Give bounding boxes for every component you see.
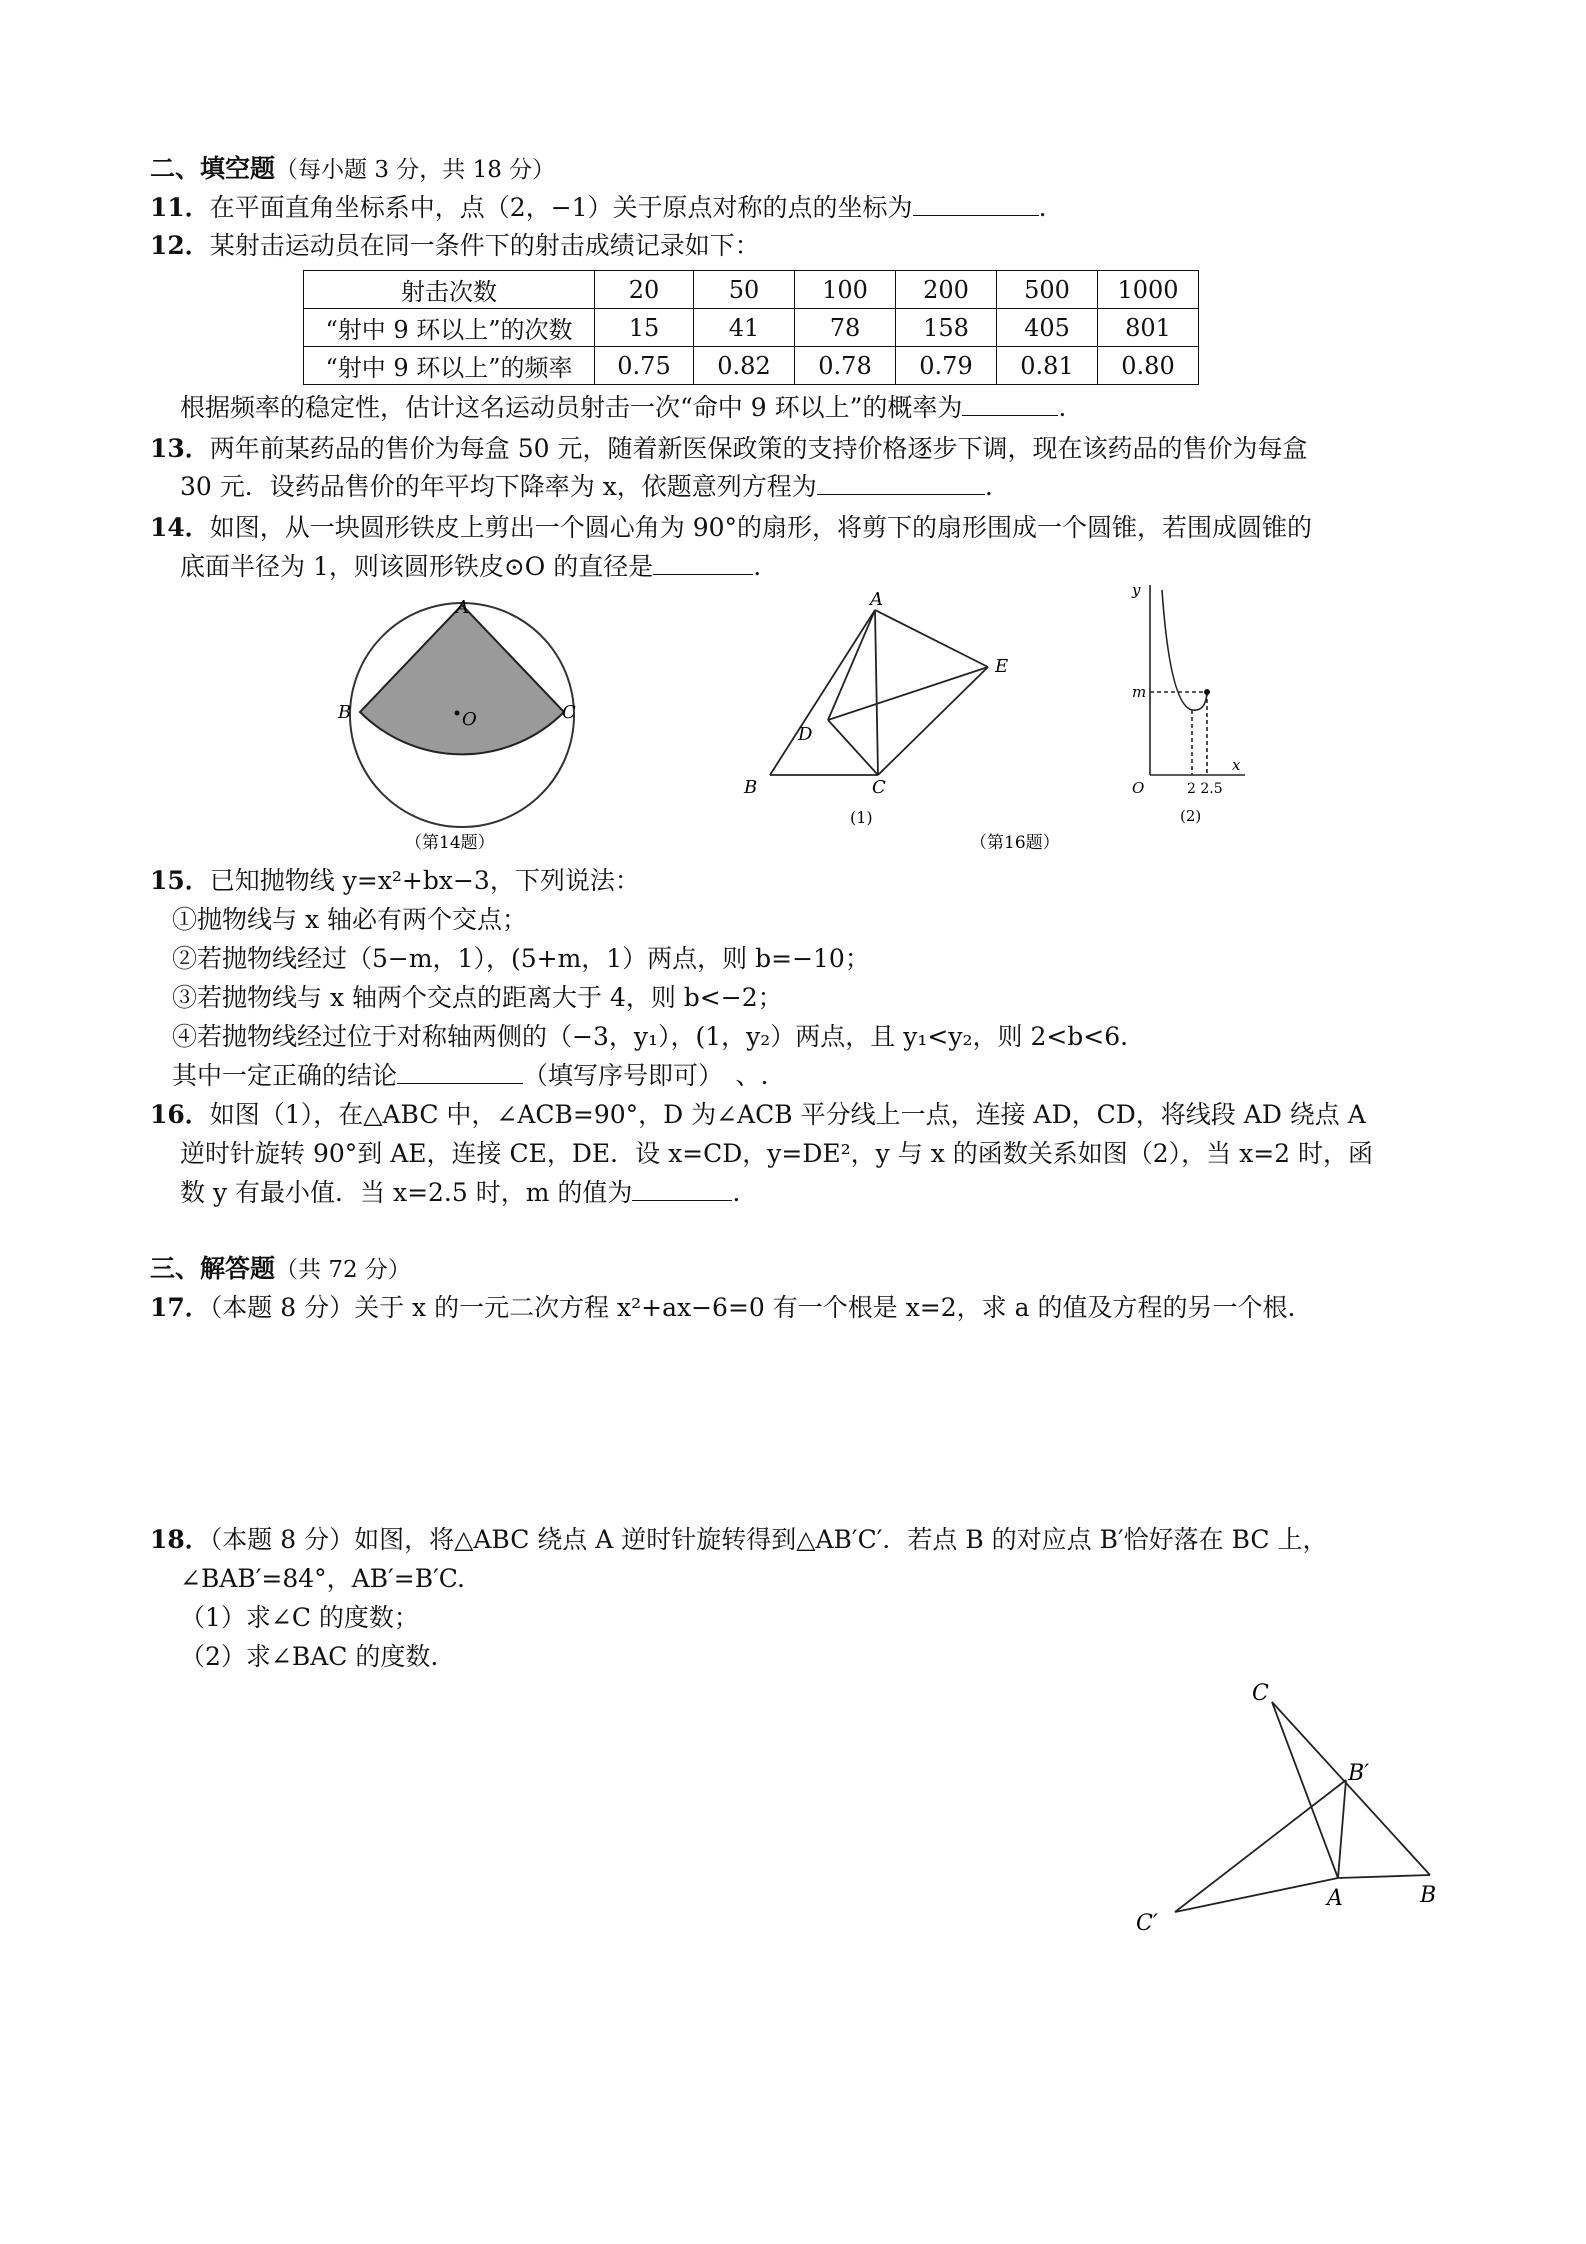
- table-cell: 射击次数: [304, 271, 595, 309]
- segment-ab: [1338, 1875, 1430, 1878]
- label-b-prime: B′: [1348, 1761, 1370, 1786]
- question-13-line2: [180, 470, 993, 504]
- question-17: [150, 1291, 1295, 1325]
- label-c: C: [872, 777, 886, 798]
- endpoint-dot: [1204, 689, 1210, 695]
- question-number: 11．: [150, 193, 210, 222]
- section-3-heading: [150, 1252, 411, 1287]
- segment-cd: [828, 720, 878, 775]
- score-table: [303, 270, 1199, 385]
- label-b: B: [338, 702, 352, 723]
- table-cell: 0.78: [795, 347, 896, 385]
- segment-c-prime-a: [1175, 1878, 1338, 1912]
- answer-blank: [397, 1061, 523, 1084]
- label-c-prime: C′: [1136, 1911, 1158, 1936]
- table-cell: 500: [997, 271, 1098, 309]
- option-1: ①抛物线与 x 轴必有两个交点；: [172, 905, 527, 934]
- question-text: 某射击运动员在同一条件下的射击成绩记录如下：: [209, 231, 760, 260]
- question-text: 底面半径为 1，则该圆形铁皮⊙O 的直径是: [180, 552, 654, 581]
- table-cell: 0.80: [1098, 347, 1199, 385]
- segment-ae: [875, 610, 988, 667]
- answer-blank: [913, 193, 1039, 216]
- question-text: 在平面直角坐标系中，点（2，−1）关于原点对称的点的坐标为: [209, 193, 913, 222]
- segment-ce: [878, 667, 988, 775]
- question-number: 13．: [150, 434, 210, 463]
- question-end: .: [732, 1178, 741, 1207]
- label-c: C: [1252, 1681, 1269, 1706]
- label-c: C: [562, 702, 576, 723]
- label-a: A: [870, 589, 883, 610]
- question-end: .: [1038, 193, 1047, 222]
- question-text: 已知抛物线 y=x²+bx−3，下列说法：: [209, 866, 640, 895]
- table-cell: 1000: [1098, 271, 1199, 309]
- table-cell: 0.75: [595, 347, 694, 385]
- label-o: O: [462, 709, 477, 730]
- section-note: （每小题 3 分，共 18 分）: [275, 157, 556, 183]
- table-row: [304, 309, 1199, 347]
- question-11: [150, 191, 1047, 225]
- question-text: 如图，从一块圆形铁皮上剪出一个圆心角为 90°的扇形，将剪下的扇形围成一个圆锥，若围成圆锥的: [209, 513, 1313, 542]
- question-text: 30 元．设药品售价的年平均下降率为 x，依题意列方程为: [180, 472, 817, 501]
- figure-16-part1: [730, 585, 1060, 855]
- question-15-conclusion: [172, 1059, 768, 1093]
- section-note: （共 72 分）: [275, 1257, 411, 1283]
- question-number: 16．: [150, 1100, 210, 1129]
- label-d: D: [798, 724, 813, 745]
- question-text: 根据频率的稳定性，估计这名运动员射击一次“命中 9 环以上”的概率为: [180, 393, 963, 422]
- option-3: ③若抛物线与 x 轴两个交点的距离大于 4，则 b<−2；: [172, 983, 783, 1012]
- label-a: A: [456, 597, 469, 618]
- table-cell: 801: [1098, 309, 1199, 347]
- question-end: .: [753, 552, 762, 581]
- label-a: A: [1327, 1886, 1343, 1911]
- table-cell: “射中 9 环以上”的频率: [304, 347, 595, 385]
- table-cell: 50: [694, 271, 795, 309]
- table-cell: 100: [795, 271, 896, 309]
- table-cell: 0.79: [896, 347, 997, 385]
- table-row: [304, 347, 1199, 385]
- section-title: 三、解答题: [150, 1254, 276, 1283]
- figure-14: [320, 585, 620, 855]
- axis-label-x: x: [1232, 756, 1241, 774]
- question-text: （本题 8 分）如图，将△ABC 绕点 A 逆时针旋转得到△AB′C′．若点 B 的对应点 B′恰好落在 BC 上，: [209, 1525, 1328, 1554]
- question-number: 17．: [150, 1293, 210, 1322]
- table-cell: 0.82: [694, 347, 795, 385]
- label-origin: O: [1132, 779, 1145, 797]
- question-text: 如图（1），在△ABC 中，∠ACB=90°，D 为∠ACB 平分线上一点，连接 AD，CD，将线段 AD 绕点 A: [209, 1100, 1366, 1129]
- question-18-part1: （1）求∠C 的度数；: [180, 1603, 419, 1632]
- question-number: 18．: [150, 1525, 210, 1554]
- question-text: 两年前某药品的售价为每盒 50 元，随着新医保政策的支持价格逐步下调，现在该药品的售价为每盒: [209, 434, 1308, 463]
- tick-labels: 2 2.5: [1187, 781, 1223, 797]
- section-2-heading: [150, 152, 555, 187]
- question-text: （填写序号即可） 、.: [523, 1061, 769, 1090]
- question-text: 数 y 有最小值．当 x=2.5 时，m 的值为: [180, 1178, 633, 1207]
- table-cell: 15: [595, 309, 694, 347]
- question-16-line3: [180, 1176, 740, 1210]
- segment-de: [828, 667, 988, 720]
- answer-blank: [962, 393, 1058, 416]
- figure-18: [1120, 1680, 1450, 1940]
- table-cell: 200: [896, 271, 997, 309]
- label-e: E: [995, 656, 1009, 677]
- question-15: [150, 864, 640, 898]
- option-4: ④若抛物线经过位于对称轴两侧的（−3，y₁），(1，y₂）两点，且 y₁<y₂，则 2<b<6.: [172, 1022, 1129, 1051]
- sub-caption: (1): [850, 808, 873, 827]
- label-b: B: [744, 777, 758, 798]
- question-16: [150, 1098, 1366, 1132]
- question-text: 其中一定正确的结论: [172, 1061, 398, 1090]
- question-13: [150, 432, 1308, 466]
- question-12-followup: [180, 391, 1066, 425]
- segment-b-prime-c-prime: [1175, 1780, 1346, 1912]
- figure-caption: （第14题）: [405, 833, 495, 853]
- sub-caption: (2): [1180, 807, 1202, 825]
- segment-ab-prime: [1338, 1780, 1346, 1878]
- table-cell: “射中 9 环以上”的次数: [304, 309, 595, 347]
- answer-blank: [632, 1178, 732, 1201]
- question-number: 15．: [150, 866, 210, 895]
- table-cell: 20: [595, 271, 694, 309]
- question-18-line2: ∠BAB′=84°，AB′=B′C.: [180, 1564, 465, 1593]
- question-number: 14．: [150, 513, 210, 542]
- question-14: [150, 511, 1312, 545]
- segment-ab: [770, 610, 875, 775]
- question-12: [150, 229, 760, 263]
- axis-label-y: y: [1132, 581, 1141, 599]
- segment-cb: [1272, 1702, 1430, 1875]
- segment-ad: [828, 610, 875, 720]
- segment-ac: [875, 610, 878, 775]
- table-cell: 405: [997, 309, 1098, 347]
- question-end: .: [984, 472, 993, 501]
- figure-caption: （第16题）: [970, 833, 1060, 853]
- question-14-line2: [180, 550, 761, 584]
- label-m: m: [1132, 683, 1147, 701]
- question-18: [150, 1523, 1328, 1557]
- section-title: 二、填空题: [150, 154, 276, 183]
- table-cell: 78: [795, 309, 896, 347]
- answer-blank: [653, 552, 753, 575]
- table-cell: 0.81: [997, 347, 1098, 385]
- segment-ca: [1272, 1702, 1338, 1878]
- table-row: [304, 271, 1199, 309]
- table-cell: 41: [694, 309, 795, 347]
- answer-blank: [817, 472, 985, 495]
- figure-16-part2: [1110, 575, 1250, 825]
- question-number: 12．: [150, 231, 210, 260]
- question-text: （本题 8 分）关于 x 的一元二次方程 x²+ax−6=0 有一个根是 x=2，求 a 的值及方程的另一个根.: [209, 1293, 1296, 1322]
- label-b: B: [1420, 1883, 1437, 1908]
- table-cell: 158: [896, 309, 997, 347]
- center-point: [455, 711, 460, 716]
- question-16-line2: 逆时针旋转 90°到 AE，连接 CE，DE．设 x=CD，y=DE²，y 与 x 的函数关系如图（2），当 x=2 时，函: [180, 1139, 1373, 1168]
- option-2: ②若抛物线经过（5−m，1），(5+m，1）两点，则 b=−10；: [172, 944, 870, 973]
- question-end: .: [1058, 393, 1067, 422]
- sector-shape: [360, 605, 564, 754]
- question-18-part2: （2）求∠BAC 的度数.: [180, 1642, 439, 1671]
